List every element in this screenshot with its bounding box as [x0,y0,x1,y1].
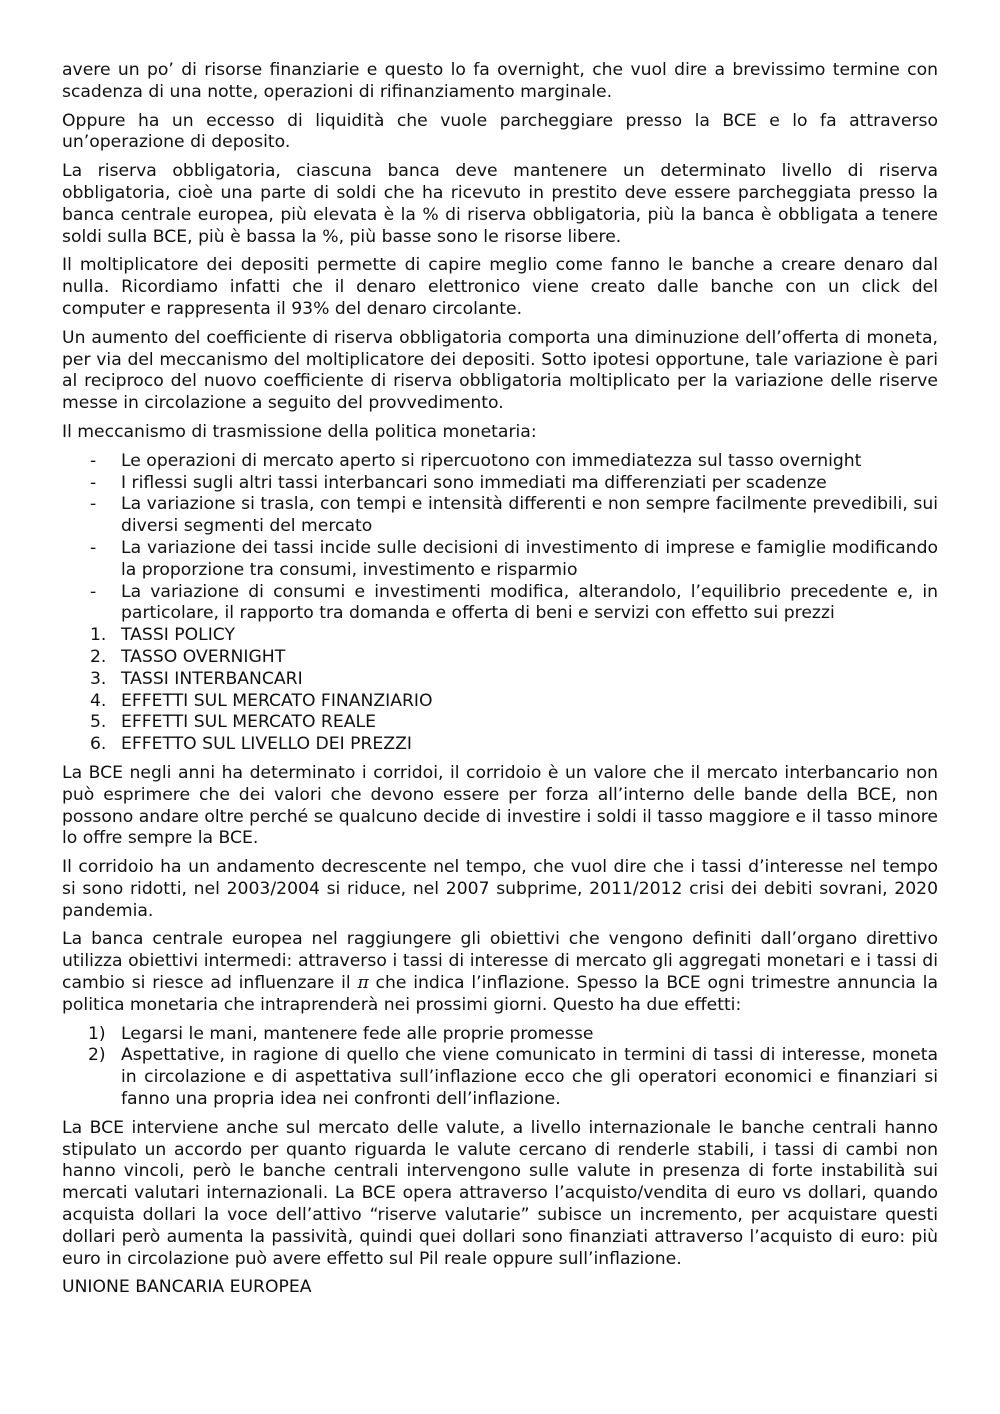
paragraph-meccanismo-intro: Il meccanismo di trasmissione della politica monetaria: [62,421,537,442]
list-item-text: EFFETTI SUL MERCATO FINANZIARIO [121,690,433,711]
list-item [62,451,938,473]
effects-list [62,1024,938,1111]
list-item-text: Aspettative, in ragione di quello che viene comunicato in termini di tassi di interesse, moneta in circolazione e di aspettativa sull’inflazione ecco che gli operatori economici e finanziari si fanno una propria idea nei confronti dell’inflazione. [121,1045,938,1110]
paragraph-corridoio-andamento: Il corridoio ha un andamento decrescente nel tempo, che vuol dire che i tassi d’interesse nel tempo si sono ridotti, nel 2003/2004 si riduce, nel 2007 subprime, 2011/2012 crisi dei debiti sovrani, 2020 pandemia. [62,857,938,921]
list-number: 4. [90,690,107,711]
list-item-text: I riflessi sugli altri tassi interbancari sono immediati ma differenziati per scadenze [121,472,827,493]
list-item-text: Le operazioni di mercato aperto si ripercuotono con immediatezza sul tasso overnight [121,450,862,471]
list-item [62,712,938,734]
paragraph-text-part: La banca centrale europea nel raggiungere gli obiettivi che vengono definiti dall’organo direttivo utilizza obiettivi intermedi: attraverso i tassi di interesse di mercato gli aggregati monetari e i tassi di cambio si riesce ad influenzare il [62,929,938,994]
list-item-text: TASSI INTERBANCARI [121,668,303,689]
bullet-marker: - [90,450,97,471]
bullet-marker: - [90,581,97,602]
list-number: 6. [90,734,107,755]
list-item [62,647,938,669]
list-number: 5. [90,712,107,733]
list-item-text: TASSI POLICY [121,625,236,646]
list-item-text: La variazione di consumi e investimenti modifica, alterandolo, l’equilibrio precedente e, in particolare, il rapporto tra domanda e offerta di beni e servizi con effetto sui prezzi [121,581,938,624]
paragraph-text-part: che indica l’inflazione. Spesso la BCE ogni trimestre annuncia la politica monetaria che intraprenderà nei prossimi giorni. Questo ha due effetti: [62,973,938,1015]
section-heading: UNIONE BANCARIA EUROPEA [62,1277,312,1298]
list-item-text: La variazione dei tassi incide sulle decisioni di investimento di imprese e famiglie modificando la proporzione tra consumi, investimento e risparmio [121,537,938,580]
list-item [62,538,938,582]
paragraph-riserva-obbligatoria: La riserva obbligatoria, ciascuna banca deve mantenere un determinato livello di riserva obbligatoria, cioè una parte di soldi che ha ricevuto in prestito deve essere parcheggiata presso la banca centrale europea, più elevata è la % di riserva obbligatoria, più la banca è obbligata a tenere soldi sulla BCE, più è bassa la %, più basse sono le risorse libere. [62,161,938,247]
list-item [62,1024,938,1046]
list-number: 1. [90,625,107,646]
pi-symbol: π [357,973,369,994]
list-number: 1) [88,1023,106,1044]
paragraph-mercato-valute: La BCE interviene anche sul mercato delle valute, a livello internazionale le banche centrali hanno stipulato un accordo per quanto riguarda le valute cercano di renderle stabili, i tassi di cambi non hanno vincoli, però le banche centrali intervengono sulle valute in presenza di forte instabilità sui mercati valutari internazionali. La BCE opera attraverso l’acquisto/vendita di euro vs dollari, quando acquista dollari la voce dell’attivo “riserve valutarie” subisce un incremento, per acquistare questi dollari però aumenta la passività, quindi quei dollari sono finanziati attraverso l’acquisto di euro: più euro in circolazione può avere effetto sul Pil reale oppure sull’inflazione. [62,1117,938,1269]
list-item-text: Legarsi le mani, mantenere fede alle proprie promesse [121,1023,594,1044]
list-item [62,473,938,495]
paragraph-coefficiente-riserva: Un aumento del coefficiente di riserva obbligatoria comporta una diminuzione dell’offerta di moneta, per via del meccanismo del moltiplicatore dei depositi. Sotto ipotesi opportune, tale variazione è pari al reciproco del nuovo coefficiente di riserva obbligatoria moltiplicato per la variazione delle riserve messe in circolazione a seguito del provvedimento. [62,327,938,414]
list-item-text: EFFETTI SUL MERCATO REALE [121,712,376,733]
list-item [62,582,938,626]
transmission-numbered-list [62,625,938,756]
bullet-marker: - [90,494,97,515]
list-number: 3. [90,668,107,689]
transmission-bullet-list [62,451,938,625]
paragraph-moltiplicatore: Il moltiplicatore dei depositi permette di capire meglio come fanno le banche a creare denaro dal nulla. Ricordiamo infatti che il denaro elettronico viene creato dalle banche con un click del computer e rappresenta il 93% del denaro circolante. [62,255,938,319]
list-item [62,494,938,538]
paragraph-overnight: avere un po’ di risorse finanziarie e questo lo fa overnight, che vuol dire a brevissimo termine con scadenza di una notte, operazioni di rifinanziamento marginale. [62,60,938,102]
list-item [62,734,938,756]
list-item [62,1045,938,1110]
list-item [62,625,938,647]
list-number: 2. [90,646,107,667]
paragraph-deposito: Oppure ha un eccesso di liquidità che vuole parcheggiare presso la BCE e lo fa attraverso un’operazione di deposito. [62,110,938,153]
list-item-text: TASSO OVERNIGHT [121,646,286,667]
list-item-text: EFFETTO SUL LIVELLO DEI PREZZI [121,734,412,755]
list-item [62,669,938,691]
bullet-marker: - [90,472,97,493]
paragraph-corridoi: La BCE negli anni ha determinato i corridoi, il corridoio è un valore che il mercato interbancario non può esprimere che dei valori che devono essere per forza all’interno delle bande della BCE, non possono andare oltre perché se qualcuno decide di investire i soldi il tasso maggiore e il tasso minore lo offre sempre la BCE. [62,762,938,849]
list-item-text: La variazione si trasla, con tempi e intensità differenti e non sempre facilmente prevedibili, sui diversi segmenti del mercato [121,494,938,537]
list-number: 2) [88,1045,106,1066]
bullet-marker: - [90,537,97,558]
list-item [62,691,938,713]
paragraph-obiettivi-intermedi [62,929,938,1016]
